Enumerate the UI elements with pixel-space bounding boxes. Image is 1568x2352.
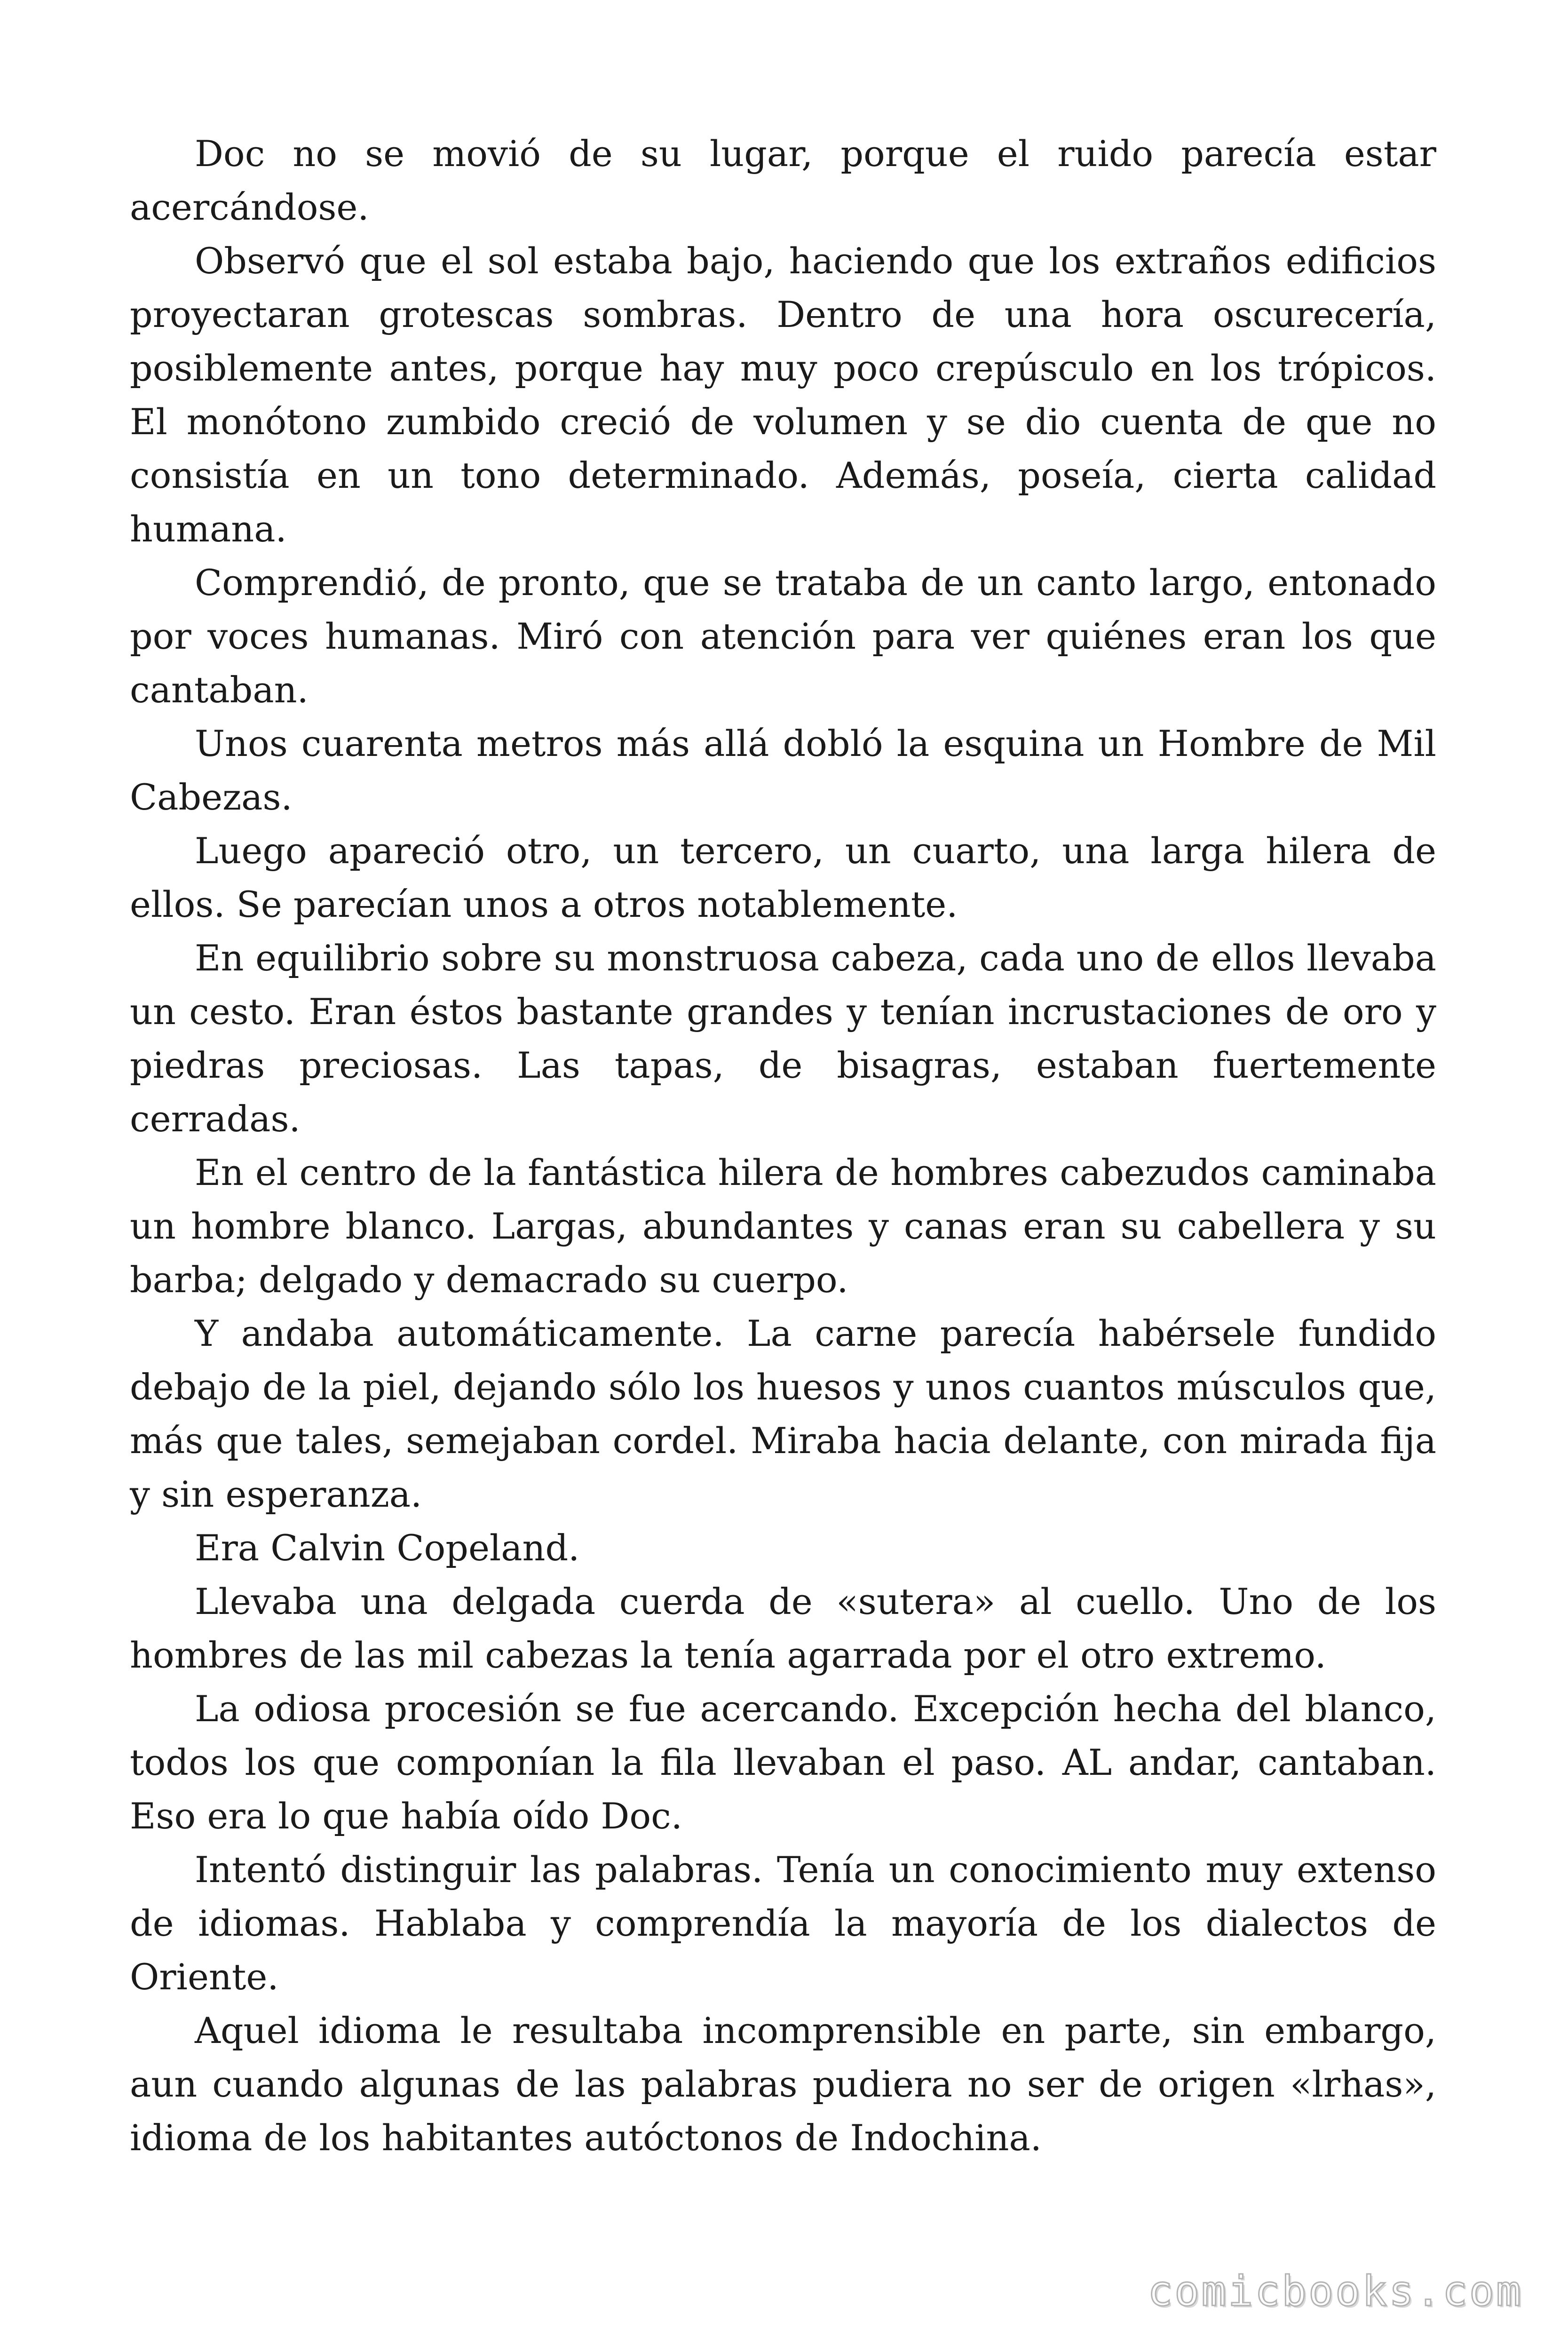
paragraph: En el centro de la fantástica hilera de hombres cabezudos caminaba un hombre blanco. Largas, abundantes y canas eran su cabellera y su barba; delgado y demacrado su cuerpo. (130, 1152, 1436, 1301)
paragraph: Luego apareció otro, un tercero, un cuarto, una larga hilera de ellos. Se parecían unos a otros notablemente. (130, 830, 1436, 925)
paragraph: Intentó distinguir las palabras. Tenía un conocimiento muy extenso de idiomas. Hablaba y comprendía la mayoría de los dialectos de Oriente. (130, 1849, 1436, 1998)
paragraph: Unos cuarenta metros más allá dobló la esquina un Hombre de Mil Cabezas. (130, 723, 1436, 818)
paragraph: Era Calvin Copeland. (195, 1527, 580, 1569)
paragraph: La odiosa procesión se fue acercando. Excepción hecha del blanco, todos los que componían la fila llevaban el paso. AL andar, cantaban. Eso era lo que había oído Doc. (130, 1688, 1436, 1837)
page-body (130, 127, 1436, 2165)
paragraph: Y andaba automáticamente. La carne parecía habérsele fundido debajo de la piel, dejando sólo los huesos y unos cuantos músculos que, más que tales, semejaban cordel. Miraba hacia delante, con mirada fija y sin esperanza. (130, 1312, 1436, 1515)
paragraph: Aquel idioma le resultaba incomprensible en parte, sin embargo, aun cuando algunas de las palabras pudiera no ser de origen «lrhas», idioma de los habitantes autóctonos de Indochina. (130, 2010, 1436, 2159)
watermark-logo: comicbooks.com (1148, 2267, 1523, 2315)
paragraph: Doc no se movió de su lugar, porque el ruido parecía estar acercándose. (130, 133, 1436, 228)
paragraph: Comprendió, de pronto, que se trataba de un canto largo, entonado por voces humanas. Miró con atención para ver quiénes eran los que cantaban. (130, 562, 1436, 711)
paragraph: En equilibrio sobre su monstruosa cabeza, cada uno de ellos llevaba un cesto. Eran éstos bastante grandes y tenían incrustaciones de oro y piedras preciosas. Las tapas, de bisagras, estaban fuertemente cerradas. (130, 937, 1436, 1140)
paragraph: Observó que el sol estaba bajo, haciendo que los extraños edificios proyectaran grotescas sombras. Dentro de una hora oscurecería, posiblemente antes, porque hay muy poco crepúsculo en los trópicos. El monótono zumbido creció de volumen y se dio cuenta de que no consistía en un tono determinado. Además, poseía, cierta calidad humana. (130, 240, 1436, 550)
paragraph: Llevaba una delgada cuerda de «sutera» al cuello. Uno de los hombres de las mil cabezas la tenía agarrada por el otro extremo. (130, 1581, 1436, 1676)
